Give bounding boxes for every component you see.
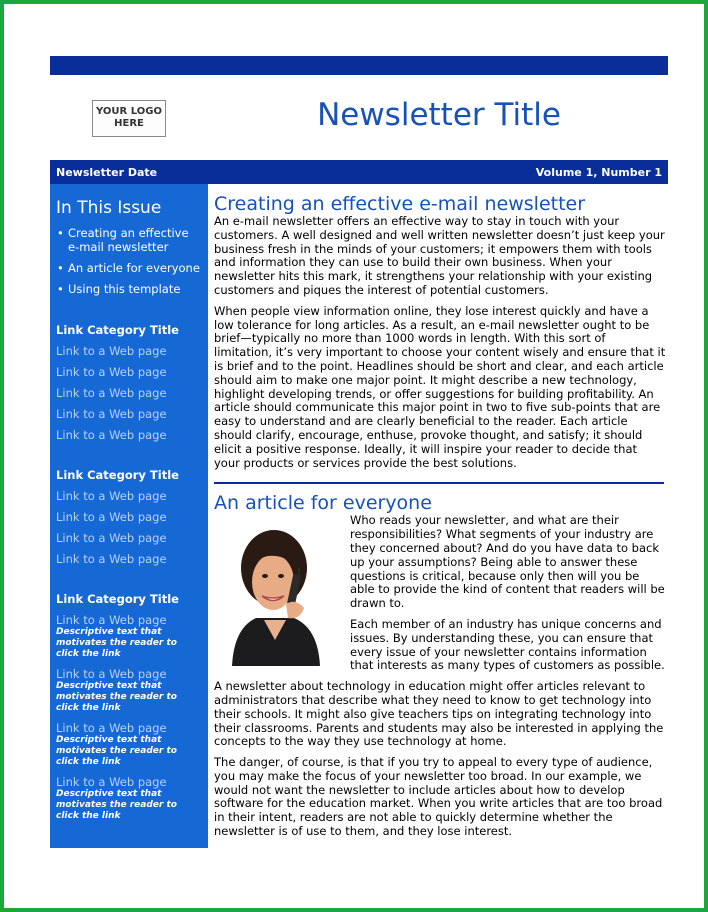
article-heading: Creating an effective e-mail newsletter xyxy=(214,193,586,215)
article-heading: An article for everyone xyxy=(214,492,432,515)
web-link[interactable]: Link to a Web page xyxy=(56,531,167,545)
link-description: Descriptive text that motivates the reader to click the link xyxy=(56,735,177,767)
issue-item[interactable]: • An article for everyone xyxy=(57,261,200,275)
link-category-title: Link Category Title xyxy=(56,468,179,482)
web-link[interactable]: Link to a Web page xyxy=(56,365,167,379)
web-link[interactable]: Link to a Web page xyxy=(56,428,167,442)
link-group-3 xyxy=(56,592,202,830)
article-paragraph: Each member of an industry has unique concerns and issues. By understanding these, you can ensure that every issue of your newsletter contains information that interests as many types of customers as possible. xyxy=(350,616,665,673)
web-link[interactable]: Link to a Web page xyxy=(56,510,167,524)
woman-on-phone-photo xyxy=(224,516,326,666)
web-link[interactable]: Link to a Web page xyxy=(56,721,167,735)
link-category-title: Link Category Title xyxy=(56,323,179,337)
web-link[interactable]: Link to a Web page xyxy=(56,407,167,421)
newsletter-date: Newsletter Date xyxy=(56,165,158,179)
info-bar xyxy=(50,160,668,184)
issue-item[interactable]: • Using this template xyxy=(57,282,181,296)
newsletter-title: Newsletter Title xyxy=(317,97,561,133)
web-link[interactable]: Link to a Web page xyxy=(56,386,167,400)
article-paragraph: Who reads your newsletter, and what are their responsibilities? What segments of your industry are they concerned about? And do you have data to back up your assumptions? Being able to answer these questions is critical, because only then will you be able to provide the kind of content that readers will be drawn to. xyxy=(350,513,665,611)
article-paragraph: A newsletter about technology in education might offer articles relevant to administrators that describe what they need to know to get technology into their schools. It might also give teachers tips on integrating technology into their classrooms. Parents and students may also be interested in applying the concepts to the way they use technology at home. xyxy=(214,679,664,749)
web-link[interactable]: Link to a Web page xyxy=(56,613,167,627)
link-group-1 xyxy=(56,323,202,450)
article-paragraph: An e-mail newsletter offers an effective way to stay in touch with your customers. A well designed and well written newsletter doesn’t just keep your business fresh in the minds of your customers; it empowers them with tools and information they can use to build their own business. When your newsletter hits this mark, it strengthens your relationship with your existing customers and piques the interest of potential customers. xyxy=(214,214,665,297)
link-description: Descriptive text that motivates the reader to click the link xyxy=(56,681,177,713)
link-description: Descriptive text that motivates the reader to click the link xyxy=(56,627,177,659)
logo-text: YOUR LOGO HERE xyxy=(96,106,162,129)
article-paragraph: When people view information online, they lose interest quickly and have a low tolerance for long articles. As a result, an e-mail newsletter ought to be brief—typically no more than 1000 words in length. With this sort of limitation, it’s very important to choose your content wisely and ensure that it is brief and to the point. Headlines should be short and clear, and each article should aim to make one major point. It might describe a new technology, highlight developing trends, or offer suggestions for building profitability. An article should communicate this major point in two to five sub-points that are easy to understand and are clearly beneficial to the reader. Each article should clarify, encourage, enthuse, provoke thought, and satisfy; it should elicit a positive response. Ideally, it will inspire your reader to decide that your products or services provide the best solutions. xyxy=(214,303,666,470)
top-banner xyxy=(50,56,668,75)
web-link[interactable]: Link to a Web page xyxy=(56,552,167,566)
logo-placeholder xyxy=(92,100,166,137)
web-link[interactable]: Link to a Web page xyxy=(56,489,167,503)
sidebar xyxy=(50,184,208,848)
article-paragraph: The danger, of course, is that if you try to appeal to every type of audience, you may make the focus of your newsletter too broad. In our example, we would not want the newsletter to include articles about how to develop software for the education market. When you write articles that are too broad in their intent, readers are not able to quickly determine whether the newsletter is of use to them, and they lose interest. xyxy=(214,755,663,839)
bullet-icon: • xyxy=(57,261,64,275)
web-link[interactable]: Link to a Web page xyxy=(56,667,167,681)
issue-item[interactable]: • Creating an effective e-mail newsletter xyxy=(57,226,189,254)
link-category-title: Link Category Title xyxy=(56,592,179,606)
bullet-icon: • xyxy=(57,226,64,240)
section-divider xyxy=(214,482,664,484)
web-link[interactable]: Link to a Web page xyxy=(56,344,167,358)
link-description: Descriptive text that motivates the reader to click the link xyxy=(56,789,177,821)
main-content xyxy=(214,193,666,846)
issue-list xyxy=(56,226,202,296)
bullet-icon: • xyxy=(57,282,64,296)
link-group-2 xyxy=(56,468,202,574)
issue-heading: In This Issue xyxy=(56,198,162,218)
web-link[interactable]: Link to a Web page xyxy=(56,775,167,789)
volume-number: Volume 1, Number 1 xyxy=(535,165,662,179)
